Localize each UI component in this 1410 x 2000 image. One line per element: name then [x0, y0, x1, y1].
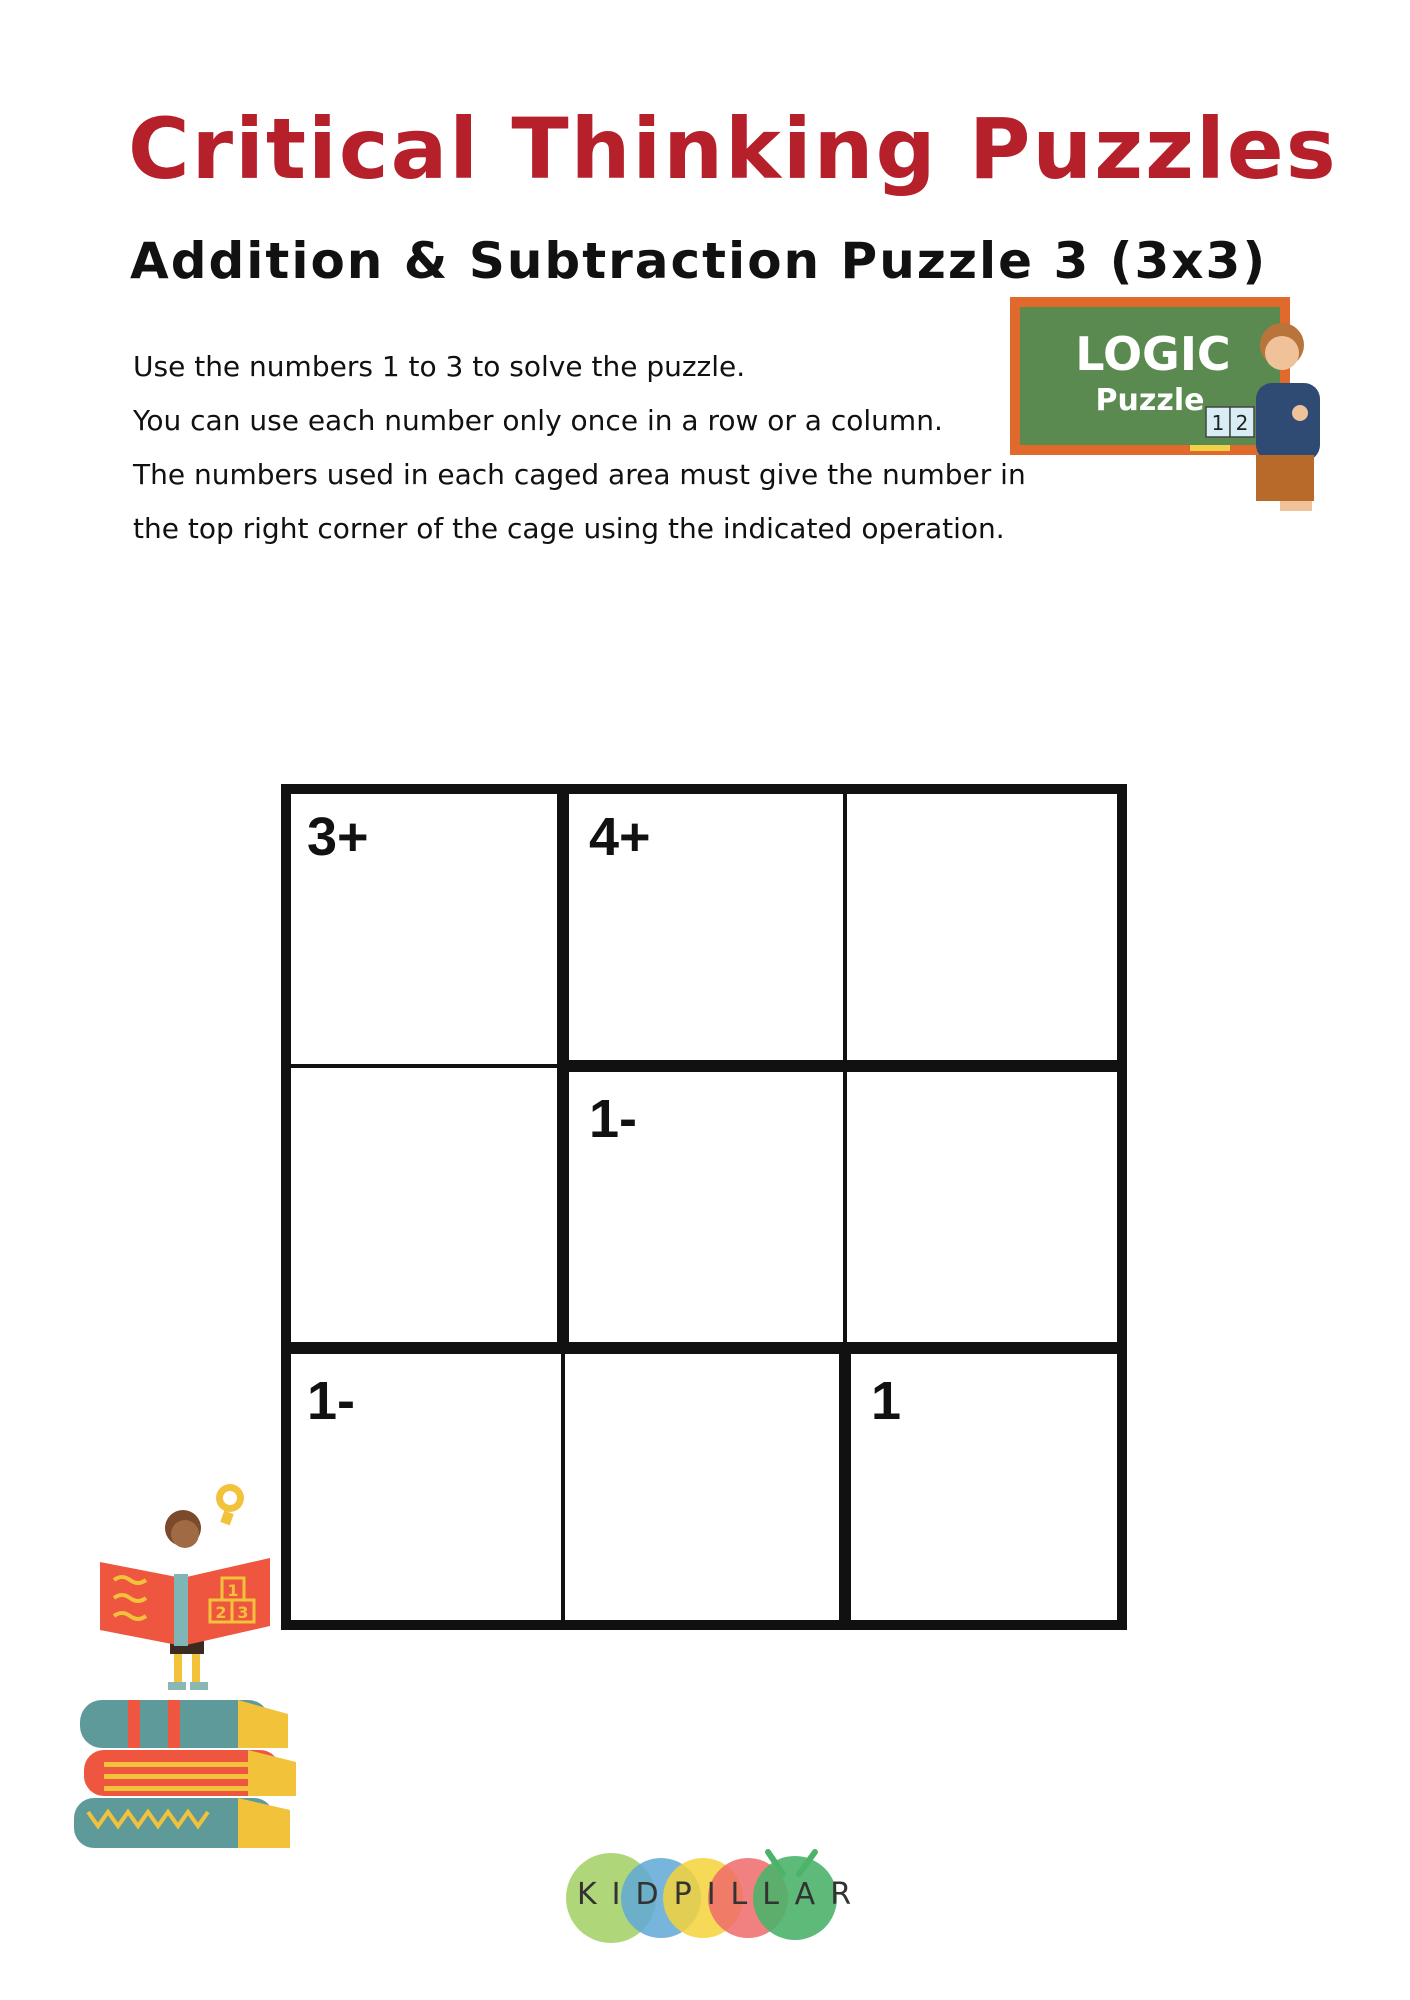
lightbulb-icon: [216, 1484, 244, 1525]
cage-clue: 1: [871, 1371, 902, 1431]
cage-clue: 1-: [589, 1089, 638, 1149]
open-book: [100, 1558, 270, 1646]
book: [80, 1700, 288, 1748]
book: [84, 1750, 296, 1796]
chalkboard-puzzle-text: Puzzle: [1095, 383, 1205, 418]
chalk-piece: [1190, 445, 1230, 451]
book-stack-image: [68, 1690, 298, 1870]
kid-with-book-image: [70, 1470, 300, 1710]
kidpillar-logo: [563, 1840, 867, 1950]
instructions: [133, 340, 1063, 556]
page-title: Critical Thinking Puzzles: [128, 100, 1338, 198]
logo-text: KIDPILLAR: [577, 1877, 867, 1912]
cage-clue: 1-: [307, 1371, 356, 1431]
cage-clue: 3+: [307, 807, 369, 867]
grid-border: [286, 789, 1122, 1625]
card-number: 2: [1235, 411, 1249, 435]
card-number: 1: [1211, 411, 1225, 435]
puzzle-subtitle: Addition & Subtraction Puzzle 3 (3x3): [130, 232, 1268, 290]
instruction-line: the top right corner of the cage using the indicated operation.: [133, 512, 1005, 545]
cage-clue: 4+: [589, 807, 651, 867]
teacher-figure: [1256, 323, 1320, 511]
logic-puzzle-illustration: [1010, 295, 1340, 515]
instruction-line: Use the numbers 1 to 3 to solve the puzzle.: [133, 350, 746, 383]
instruction-line: The numbers used in each caged area must give the number in: [133, 458, 1026, 491]
instruction-line: You can use each number only once in a row or a column.: [133, 404, 943, 437]
grid-lines: [281, 784, 1127, 1630]
puzzle-grid: [281, 784, 1127, 1630]
book: [74, 1798, 290, 1848]
chalkboard-teacher-image: [1010, 295, 1340, 515]
book-number: 2: [215, 1603, 227, 1622]
book-number: 1: [227, 1581, 239, 1600]
book-number: 3: [237, 1603, 249, 1622]
book-stack-illustration: [68, 1690, 298, 1870]
number-cards: [1206, 407, 1254, 437]
chalkboard-logic-text: LOGIC: [1075, 327, 1231, 381]
